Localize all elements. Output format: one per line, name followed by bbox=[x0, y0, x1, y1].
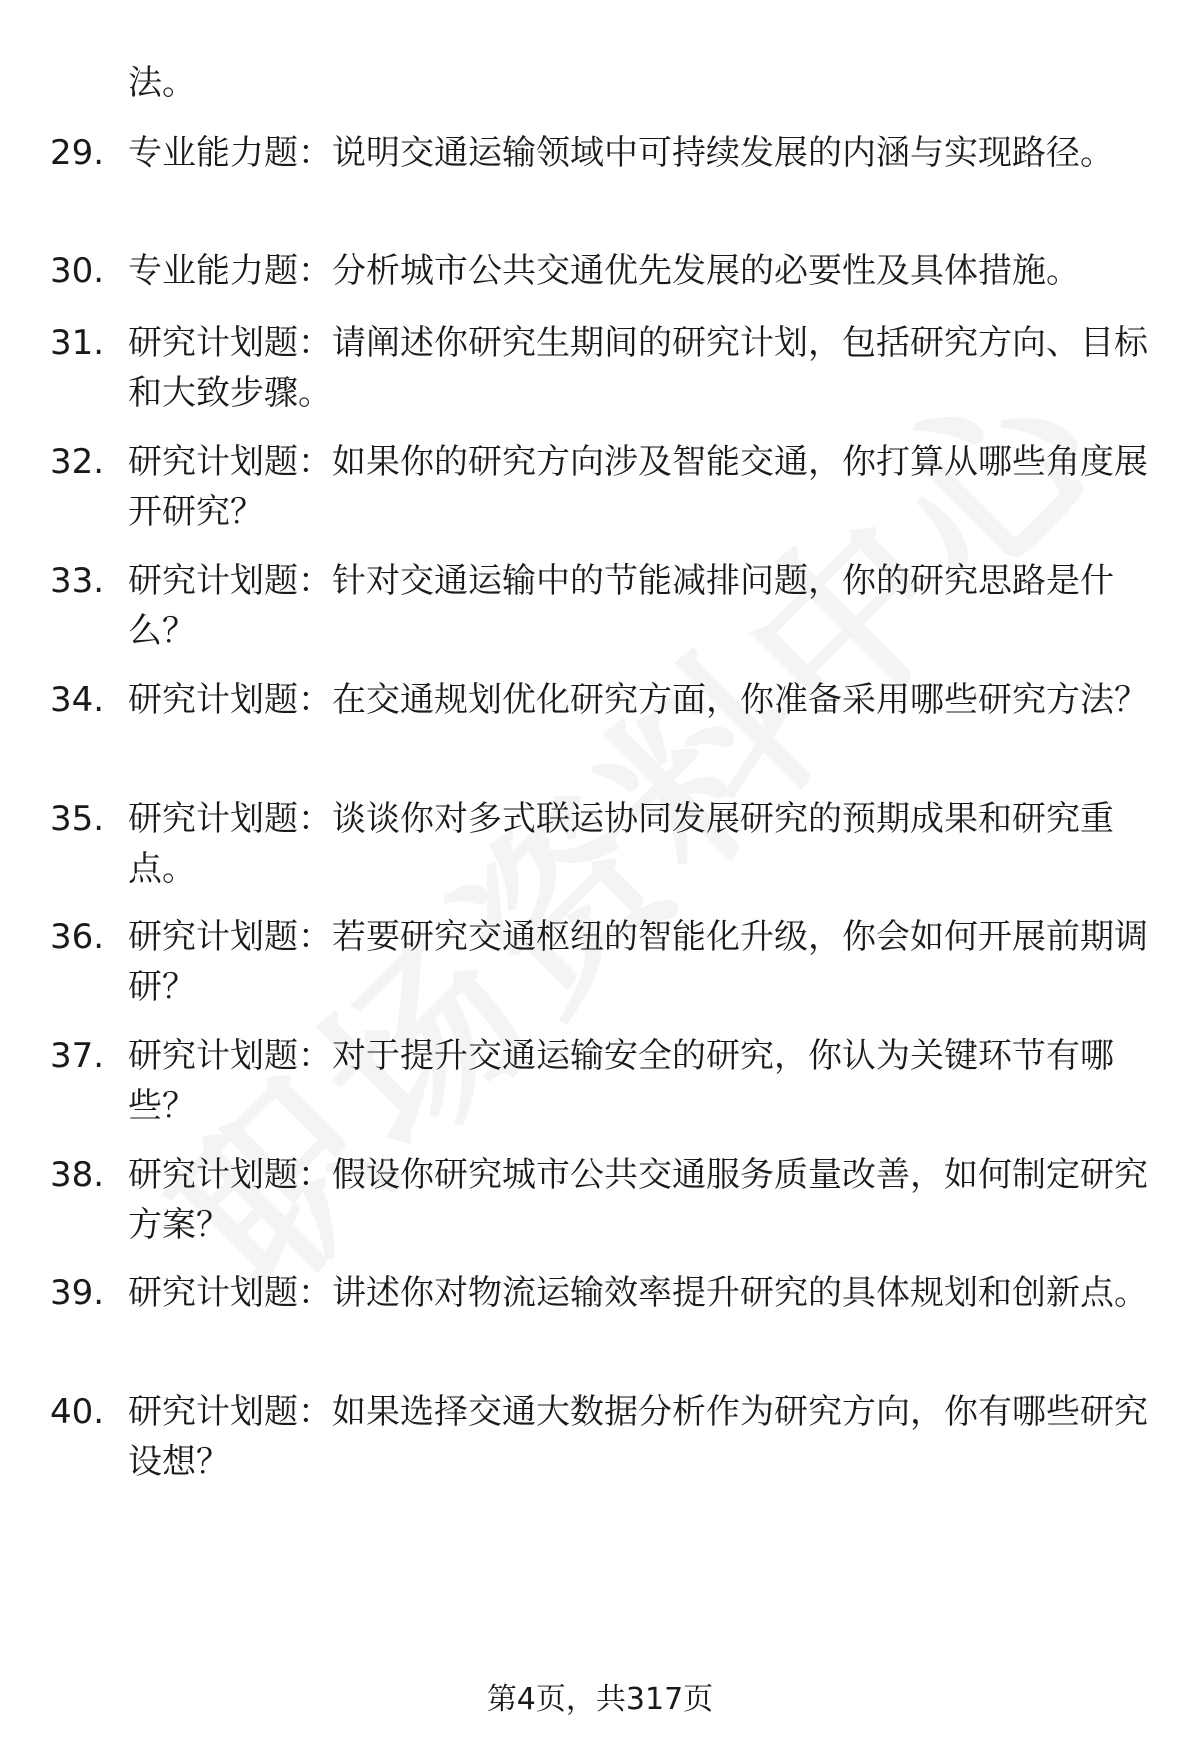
question-text: 研究计划题：讲述你对物流运输效率提升研究的具体规划和创新点。 bbox=[128, 1273, 1148, 1313]
continuation-text: 法。 bbox=[128, 63, 196, 103]
question-number: 39. bbox=[50, 1273, 105, 1313]
question-text: 研究计划题：针对交通运输中的节能减排问题，你的研究思路是什么？ bbox=[128, 561, 1114, 651]
question-number: 35. bbox=[50, 799, 105, 839]
question-number: 37. bbox=[50, 1036, 105, 1076]
question-text: 研究计划题：如果选择交通大数据分析作为研究方向，你有哪些研究设想？ bbox=[128, 1392, 1148, 1482]
question-number: 36. bbox=[50, 917, 105, 957]
question-text: 专业能力题：分析城市公共交通优先发展的必要性及具体措施。 bbox=[128, 251, 1080, 291]
question-number: 30. bbox=[50, 251, 105, 291]
question-number: 38. bbox=[50, 1155, 105, 1195]
question-number: 40. bbox=[50, 1392, 105, 1432]
question-number: 29. bbox=[50, 133, 105, 173]
page-footer: 第4页，共317页 bbox=[486, 1682, 714, 1717]
question-number: 32. bbox=[50, 442, 105, 482]
question-text: 研究计划题：在交通规划优化研究方面，你准备采用哪些研究方法？ bbox=[128, 680, 1148, 720]
question-text: 研究计划题：对于提升交通运输安全的研究，你认为关键环节有哪些？ bbox=[128, 1036, 1114, 1126]
question-text: 专业能力题：说明交通运输领域中可持续发展的内涵与实现路径。 bbox=[128, 133, 1114, 173]
question-number: 33. bbox=[50, 561, 105, 601]
question-number: 34. bbox=[50, 680, 105, 720]
question-text: 研究计划题：若要研究交通枢纽的智能化升级，你会如何开展前期调研？ bbox=[128, 917, 1148, 1007]
question-text: 研究计划题：如果你的研究方向涉及智能交通，你打算从哪些角度展开研究？ bbox=[128, 442, 1148, 532]
question-text: 研究计划题：假设你研究城市公共交通服务质量改善，如何制定研究方案？ bbox=[128, 1155, 1148, 1245]
question-number: 31. bbox=[50, 323, 105, 363]
question-text: 研究计划题：请阐述你研究生期间的研究计划，包括研究方向、目标和大致步骤。 bbox=[128, 323, 1148, 413]
question-text: 研究计划题：谈谈你对多式联运协同发展研究的预期成果和研究重点。 bbox=[128, 799, 1114, 889]
